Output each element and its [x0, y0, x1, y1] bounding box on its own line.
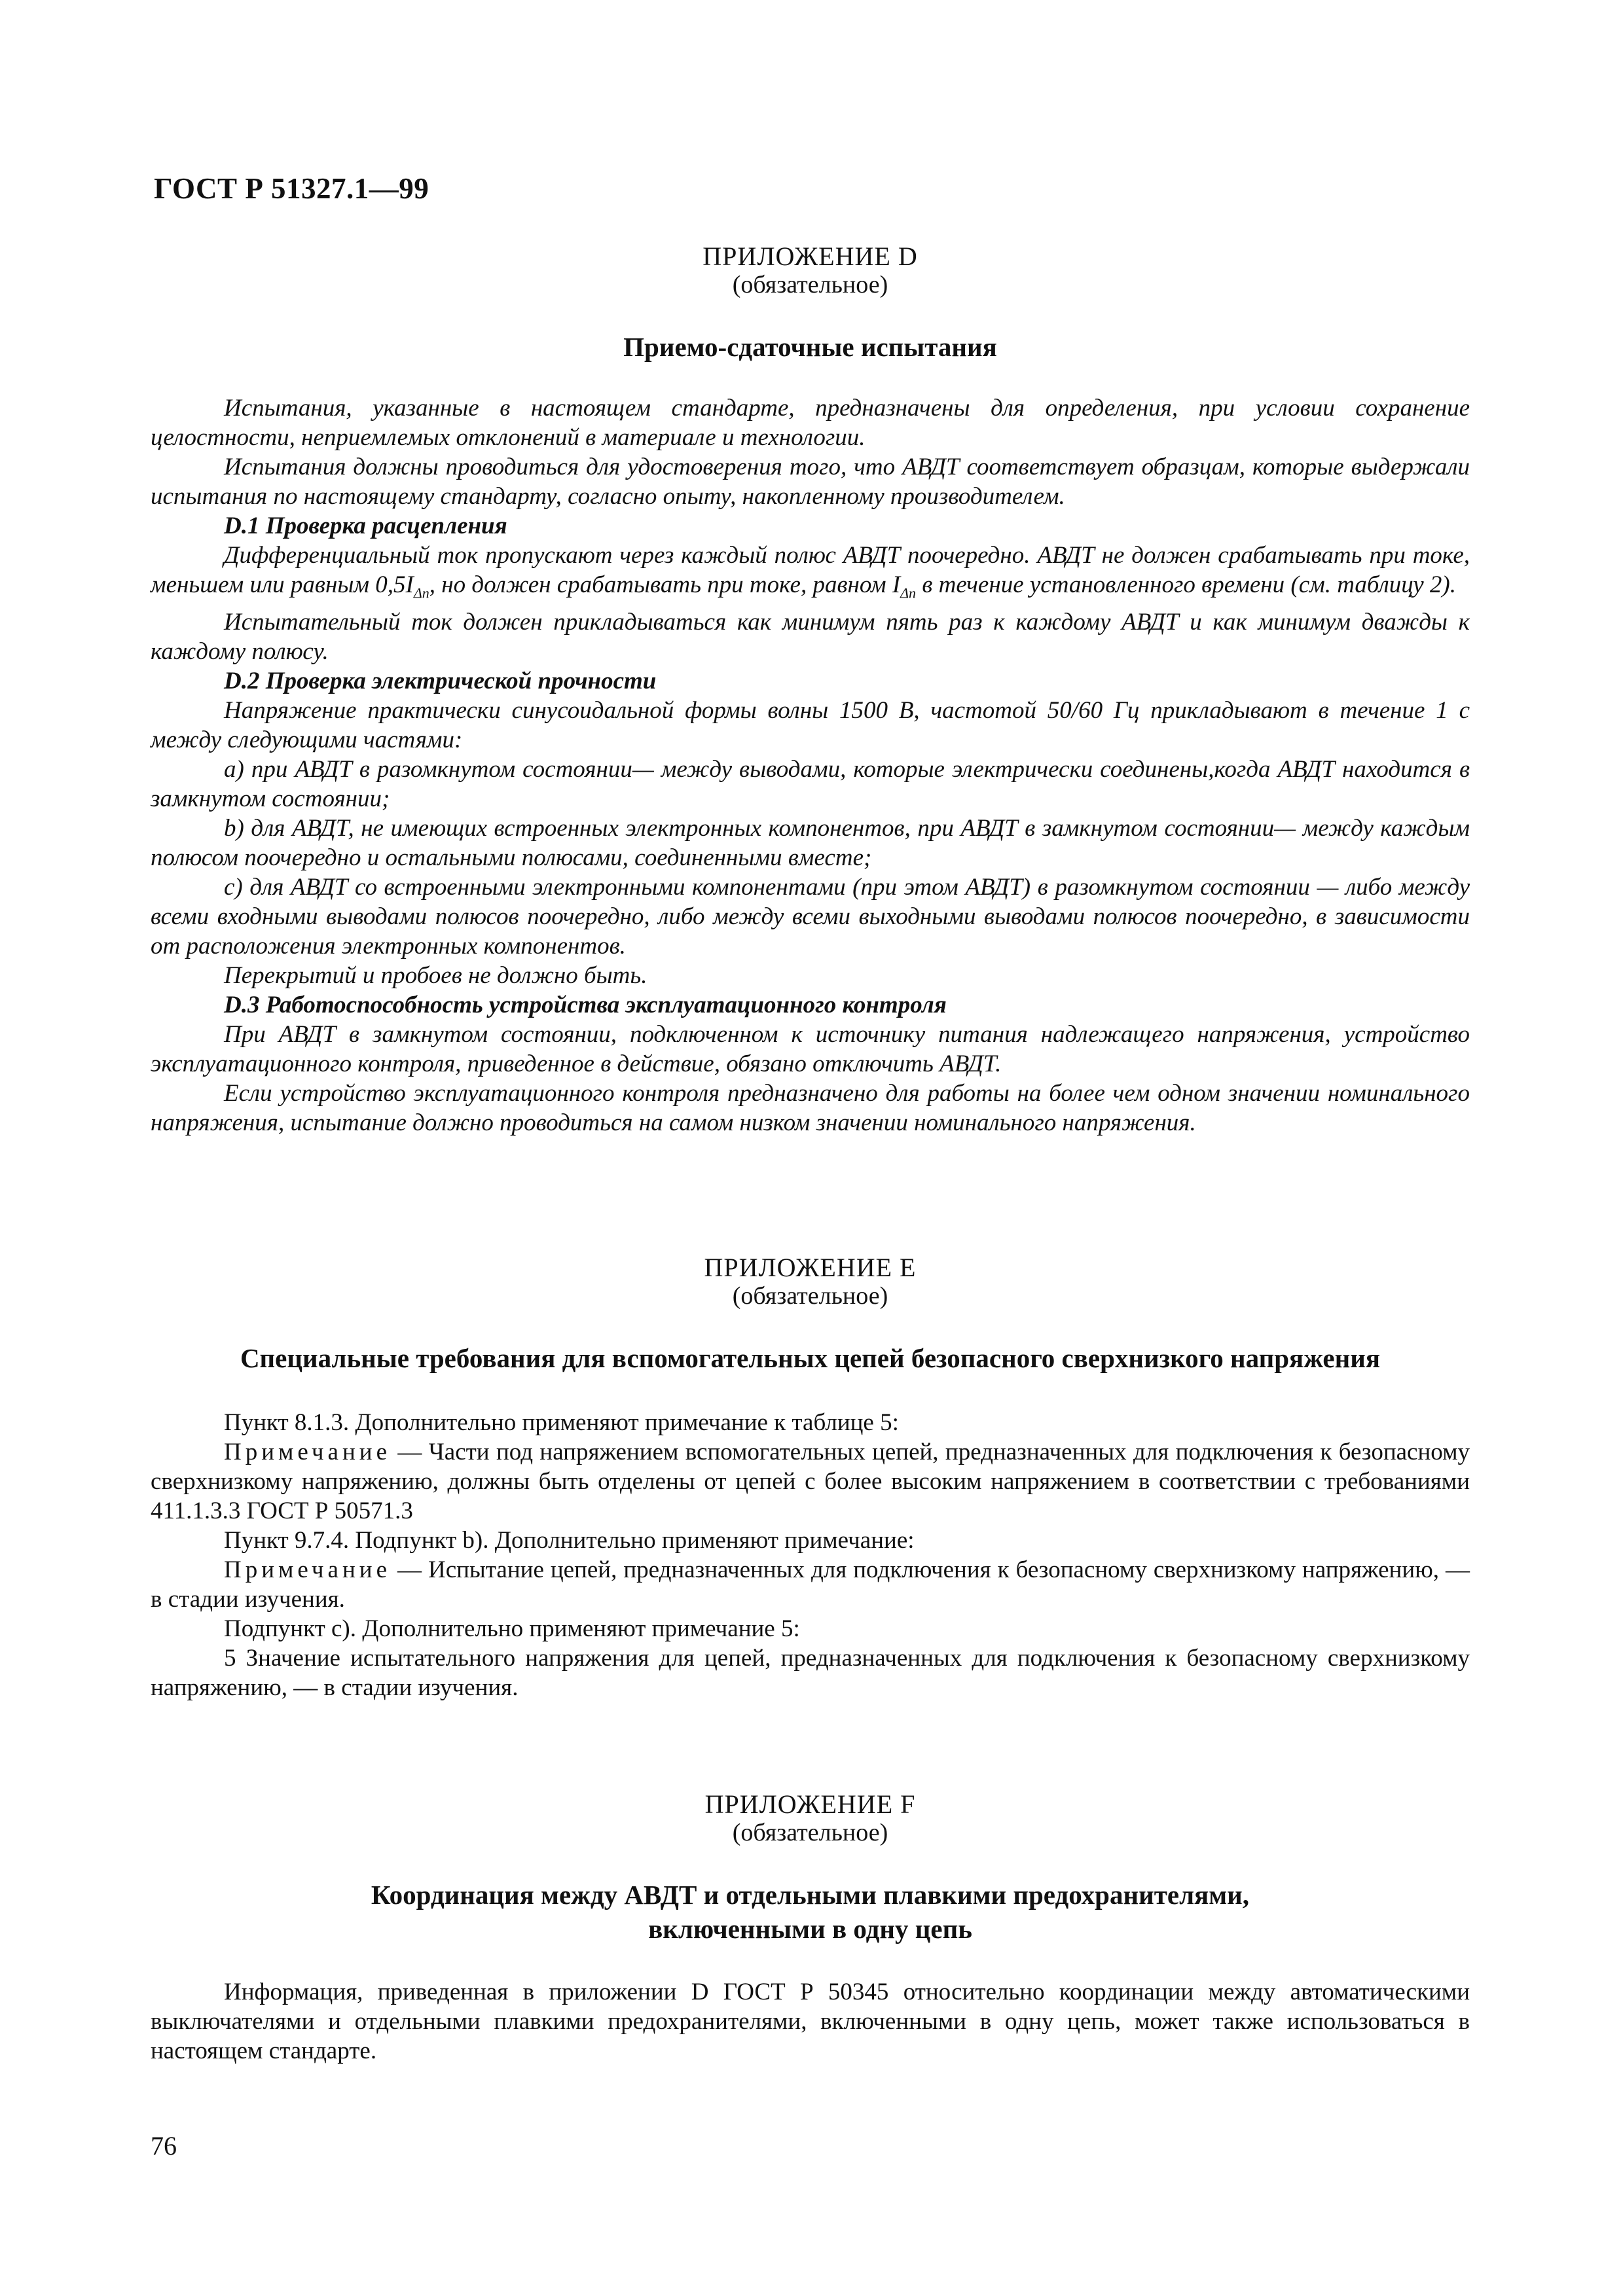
document-header: ГОСТ Р 51327.1—99 [154, 172, 429, 205]
annex-e-paragraph-2: Пункт 9.7.4. Подпункт b). Дополнительно применяют примечание: [224, 1527, 915, 1554]
annex-f-heading-line-2: включенными в одну цепь [648, 1914, 972, 1944]
annex-e-status: (обязательное) [732, 1282, 888, 1310]
annex-f-status: (обязательное) [732, 1819, 888, 1846]
annex-d-paragraph-1: Испытания, указанные в настоящем стандарте, предназначены для определения, при условии сохранение целостности, неприемлемых отклонений в материале и технологии. [151, 395, 1470, 451]
annex-f [151, 1790, 1470, 2066]
annex-f-title: ПРИЛОЖЕНИЕ F [704, 1789, 916, 1819]
section-d2-item-b: b) для АВДТ, не имеющих встроенных электронных компонентов, при АВДТ в замкнутом состоянии— между каждым полюсом поочередно и остальными полюсами, соединенными вместе; [151, 815, 1470, 872]
section-d1-paragraph-2: Испытательный ток должен прикладываться как минимум пять раз к каждому АВДТ и как минимум дважды к каждому полюсу. [151, 609, 1470, 666]
annex-d-title: ПРИЛОЖЕНИЕ D [702, 242, 918, 271]
annex-f-body [151, 1977, 1470, 2066]
annex-e-paragraph-4: 5 Значение испытательного напряжения для цепей, предназначенных для подключения к безопасному сверхнизкому напряжению, — в стадии изучения. [151, 1645, 1470, 1701]
section-d3-title: D.3 Работоспособность устройства эксплуатационного контроля [224, 992, 947, 1019]
annex-f-heading-line-1: Координация между АВДТ и отдельными плавкими предохранителями, [371, 1880, 1250, 1910]
annex-e-body [151, 1408, 1470, 1702]
annex-d-heading: Приемо-сдаточные испытания [623, 332, 997, 362]
annex-e [151, 1253, 1470, 1702]
section-d3-paragraph-2: Если устройство эксплуатационного контроля предназначено для работы на более чем одном значении номинального напряжения, испытание должно проводиться на самом низком значении номинального напряжения. [151, 1080, 1470, 1137]
section-d1-title: D.1 Проверка расцепления [224, 512, 507, 539]
annex-e-title: ПРИЛОЖЕНИЕ E [704, 1253, 917, 1282]
section-d2-item-c: c) для АВДТ со встроенными электронными компонентами (при этом АВДТ) в разомкнутом состоянии — либо между всеми входными выводами полюсов поочередно, либо между всеми выходными выводами полюсов поочередно, в зависимости от расположения электронных компонентов. [151, 874, 1470, 960]
section-d2-item-a: a) при АВДТ в разомкнутом состоянии— между выводами, которые электрически соединены,когда АВДТ находится в замкнутом состоянии; [151, 756, 1470, 813]
annex-f-paragraph-1: Информация, приведенная в приложении D ГОСТ Р 50345 относительно координации между автоматическими выключателями и отдельными плавкими предохранителями, включенными в одну цепь, может также использоваться в настоящем стандарте. [151, 1979, 1470, 2064]
annex-e-paragraph-3: Подпункт c). Дополнительно применяют примечание 5: [224, 1615, 800, 1642]
annex-e-note-2: Примечание — Испытание цепей, предназначенных для подключения к безопасному сверхнизкому напряжению, — в стадии изучения. [151, 1556, 1470, 1613]
annex-d-status: (обязательное) [732, 271, 888, 298]
annex-d-paragraph-2: Испытания должны проводиться для удостоверения того, что АВДТ соответствует образцам, которые выдержали испытания по настоящему стандарту, согласно опыту, накопленному производителем. [151, 454, 1470, 510]
section-d2-paragraph-2: Перекрытий и пробоев не должно быть. [224, 962, 647, 990]
section-d2-paragraph-1: Напряжение практически синусоидальной формы волны 1500 В, частотой 50/60 Гц прикладывают в течение 1 с между следующими частями: [151, 697, 1470, 754]
section-d1-paragraph-1: Дифференциальный ток пропускают через каждый полюс АВДТ поочередно. АВДТ не должен срабатывать при токе, меньшем или равным $0,5I_{\Delta n}$, но должен срабатывать при токе, равном $I_{\Delta n}$ в течение установленного времени (см. таблицу 2). [151, 542, 1470, 601]
annex-d [151, 242, 1470, 1138]
annex-d-body [151, 393, 1470, 1138]
annex-e-note-1: Примечание — Части под напряжением вспомогательных цепей, предназначенных для подключения к безопасному сверхнизкому напряжению, должны быть отделены от цепей с более высоким напряжением в соответствии с требованиями 411.1.3.3 ГОСТ Р 50571.3 [151, 1439, 1470, 1524]
annex-e-heading: Специальные требования для вспомогательных цепей безопасного сверхнизкого напряжения [240, 1343, 1381, 1373]
page-number: 76 [151, 2131, 177, 2161]
section-d2-title: D.2 Проверка электрической прочности [224, 668, 657, 695]
section-d3-paragraph-1: При АВДТ в замкнутом состоянии, подключенном к источнику питания надлежащего напряжения, устройство эксплуатационного контроля, приведенное в действие, обязано отключить АВДТ. [151, 1021, 1470, 1078]
annex-e-paragraph-1: Пункт 8.1.3. Дополнительно применяют примечание к таблице 5: [224, 1409, 899, 1436]
